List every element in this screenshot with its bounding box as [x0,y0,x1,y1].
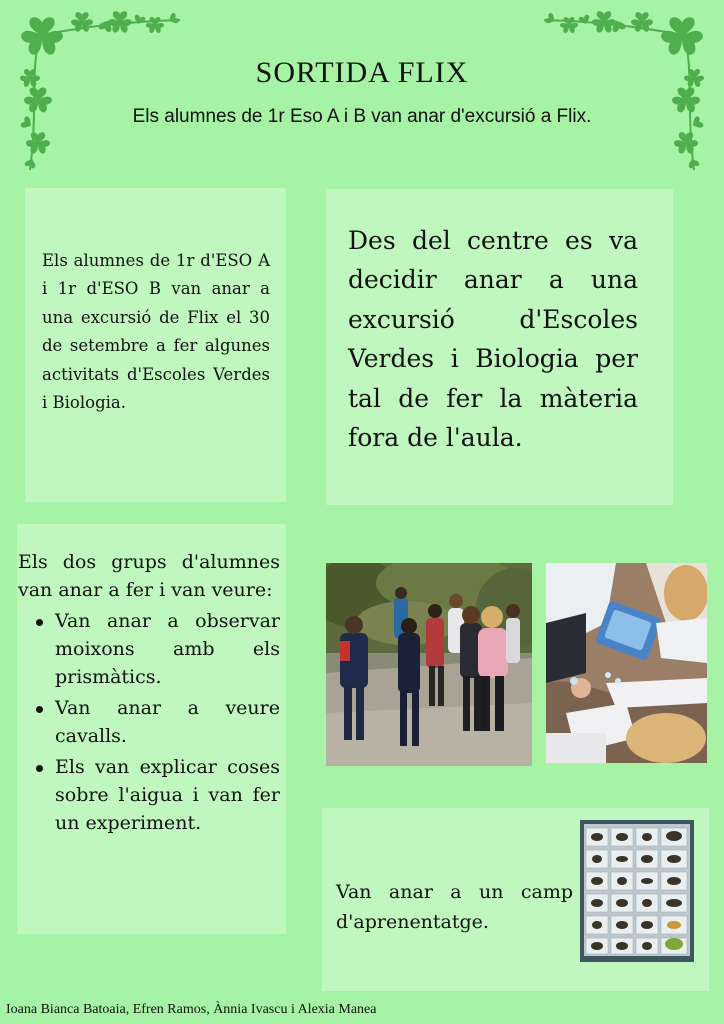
activities-list [18,607,280,837]
clover-vine-right-icon [524,0,724,180]
bird-panel-photo [580,820,694,962]
list-item: Van anar a observar moixons amb els prismàtics. [18,607,280,691]
authors-credit: Ioana Bianca Batoaia, Efren Ramos, Ànnia Ivascu i Alexia Manea [6,1002,377,1017]
intro-text: Els alumnes de 1r d'ESO A i 1r d'ESO B van anar a una excursió de Flix el 30 de setembre a fer algunes activitats d'Escoles Verdes i Biologia. [42,251,270,413]
clover-vine-left-icon [0,0,200,180]
activities-block [18,548,280,837]
list-item: Van anar a veure cavalls. [18,694,280,750]
decision-text: Des del centre es va decidir anar a una excursió d'Escoles Verdes i Biologia per tal de fer la màteria fora de l'aula. [348,226,638,453]
camp-text: Van anar a un camp d'aprenentatge. [336,881,573,933]
page-subtitle: Els alumnes de 1r Eso A i B van anar d'excursió a Flix. [132,106,592,127]
students-binoculars-photo [326,563,532,766]
water-experiment-photo [546,563,707,763]
activities-intro: Els dos grups d'alumnes van anar a fer i van veure: [18,551,280,601]
list-item: Els van explicar coses sobre l'aigua i van fer un experiment. [18,753,280,837]
page-title: SORTIDA FLIX [255,56,469,89]
